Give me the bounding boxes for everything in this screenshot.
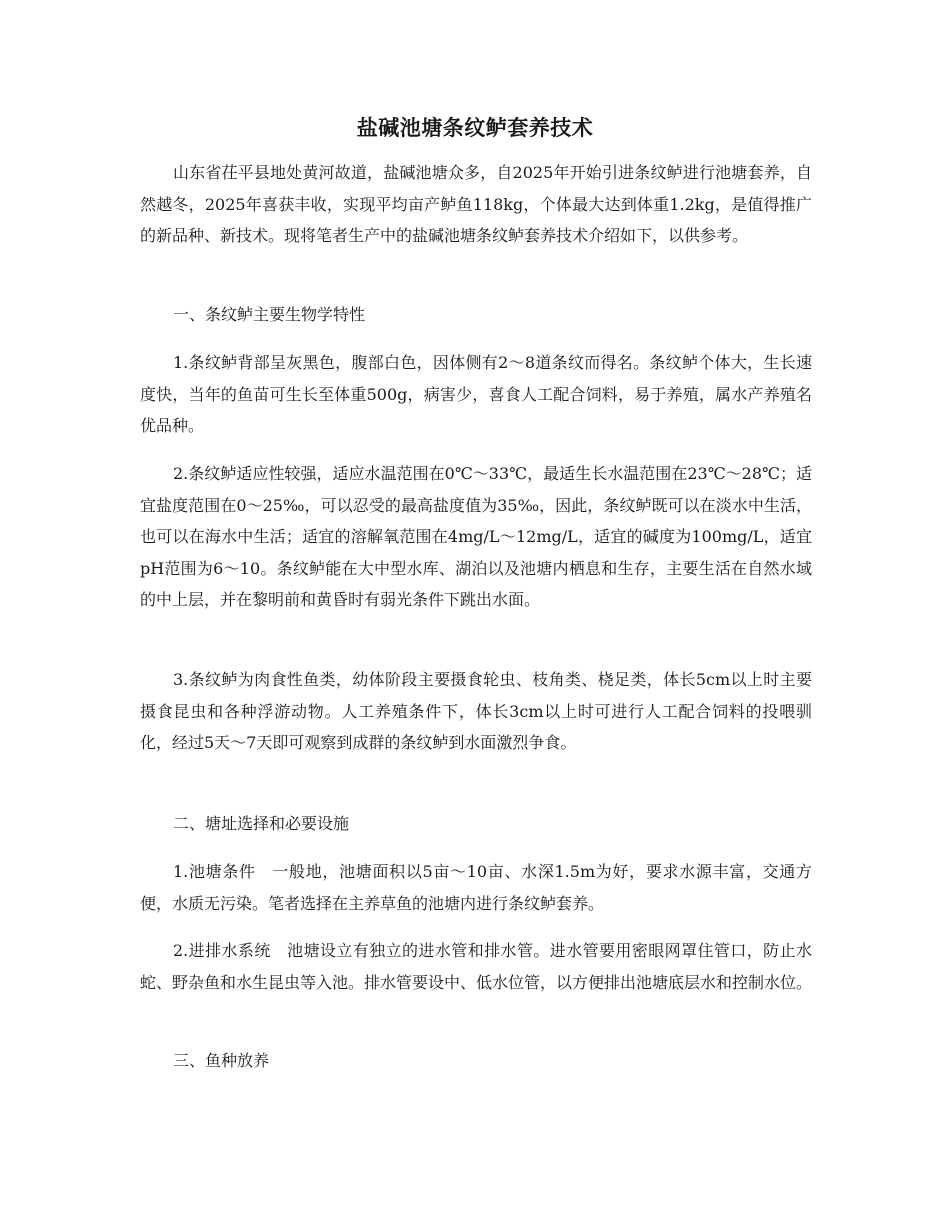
section1-heading: 一、条纹鲈主要生物学特性 xyxy=(173,305,366,324)
section2-heading: 二、塘址选择和必要设施 xyxy=(173,814,350,833)
section1-paragraph-1: 1.条纹鲈背部呈灰黑色，腹部白色，因体侧有2～8道条纹而得名。条纹鲈个体大，生长速度快，当年的鱼苗可生长至体重500g，病害少，喜食人工配合饲料，易于养殖，属水产养殖名优品种。 xyxy=(140,353,812,435)
intro-paragraph: 山东省茌平县地处黄河故道，盐碱池塘众多，自2025年开始引进条纹鲈进行池塘套养，自然越冬，2025年喜获丰收，实现平均亩产鲈鱼118kg，个体最大达到体重1.2kg，是值得推广的新品种、新技术。现将笔者生产中的盐碱池塘条纹鲈套养技术介绍如下，以供参考。 xyxy=(140,163,812,245)
section3-heading: 三、鱼种放养 xyxy=(173,1051,270,1070)
section1-paragraph-3: 3.条纹鲈为肉食性鱼类，幼体阶段主要摄食轮虫、枝角类、桡足类，体长5cm以上时主要摄食昆虫和各种浮游动物。人工养殖条件下，体长3cm以上时可进行人工配合饲料的投喂驯化，经过5天～7天即可观察到成群的条纹鲈到水面激烈争食。 xyxy=(140,670,812,752)
section2-paragraph-2: 2.进排水系统 池塘设立有独立的进水管和排水管。进水管要用密眼网罩住管口，防止水蛇、野杂鱼和水生昆虫等入池。排水管要设中、低水位管，以方便排出池塘底层水和控制水位。 xyxy=(140,941,813,992)
section2-paragraph-1: 1.池塘条件 一般地，池塘面积以5亩～10亩、水深1.5m为好，要求水源丰富，交通方便，水质无污染。笔者选择在主养草鱼的池塘内进行条纹鲈套养。 xyxy=(140,862,812,913)
document-title: 盐碱池塘条纹鲈套养技术 xyxy=(356,115,594,140)
section1-paragraph-2: 2.条纹鲈适应性较强，适应水温范围在0℃～33℃，最适生长水温范围在23℃～28℃；适宜盐度范围在0～25‰，可以忍受的最高盐度值为35‰，因此，条纹鲈既可以在淡水中生活，也可以在海水中生活；适宜的溶解氧范围在4mg/L～12mg/L，适宜的碱度为100mg/L，适宜pH范围为6～10。条纹鲈能在大中型水库、湖泊以及池塘内栖息和生存，主要生活在自然水域的中上层，并在黎明前和黄昏时有弱光条件下跳出水面。 xyxy=(140,464,812,609)
